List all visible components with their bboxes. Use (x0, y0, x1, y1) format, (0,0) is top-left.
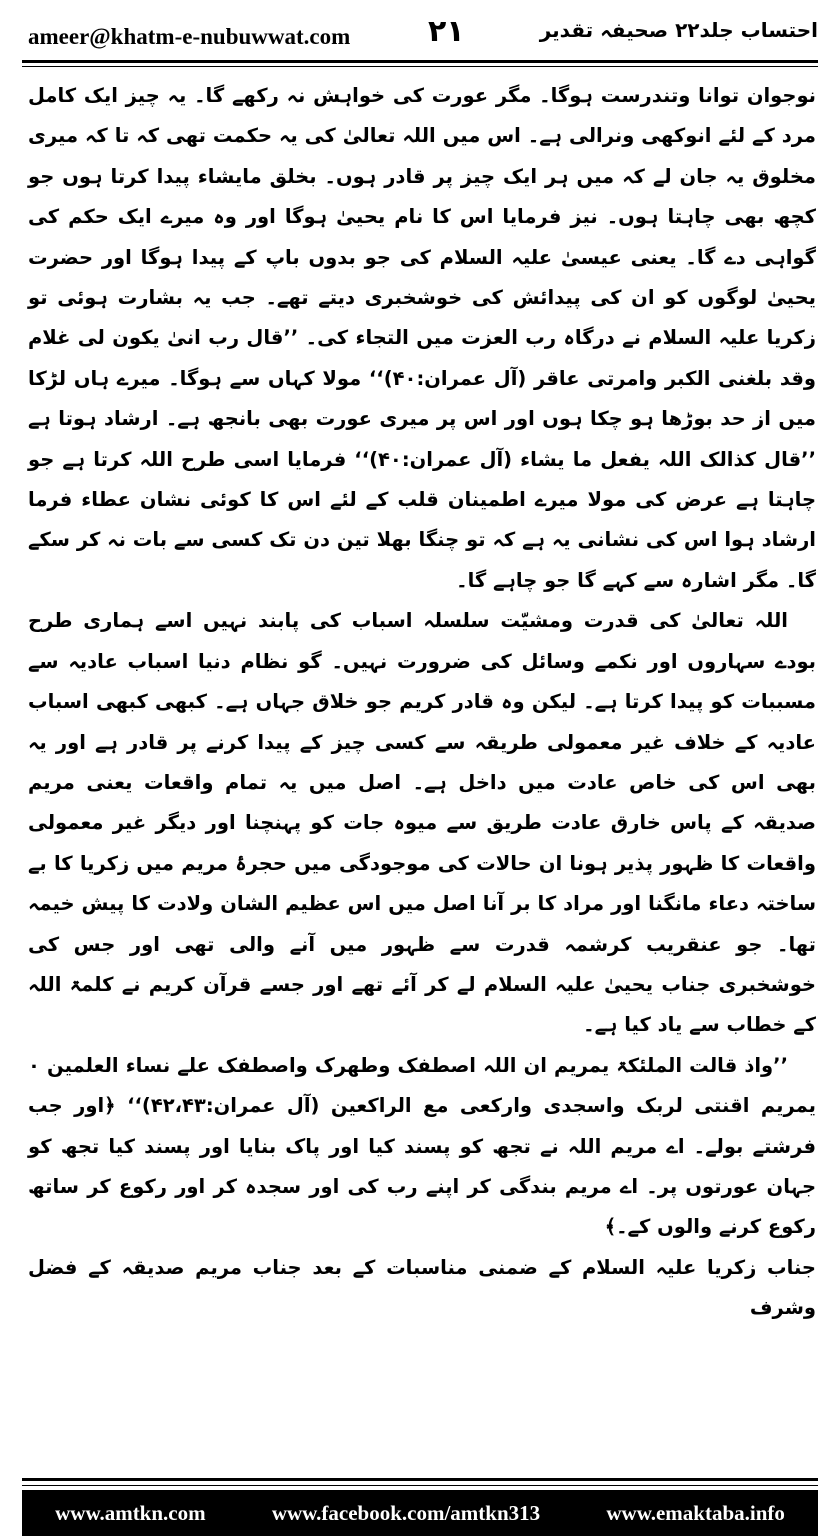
footer-link-emaktaba: www.emaktaba.info (606, 1500, 785, 1525)
page-number: ۲۱ (428, 14, 465, 49)
page-body (28, 76, 816, 1460)
paragraph-1: نوجوان توانا وتندرست ہوگا۔ مگر عورت کی خواہش نہ رکھے گا۔ یہ چیز ایک کامل مرد کے لئے انوکھی ونرالی ہے۔ اس میں اللہ تعالیٰ کی یہ حکمت تھی کہ تا کہ میری مخلوق یہ جان لے کہ میں ہر ایک چیز پر قادر ہوں۔ بخلق مایشاء پیدا کرتا ہوں جو کچھ بھی چاہتا ہوں۔ نیز فرمایا اس کا نام یحییٰ ہوگا اور وہ میرے ایک حکم کی گواہی دے گا۔ یعنی عیسیٰ علیہ السلام کی جو بدوں باپ کے پیدا ہوگا اور حضرت یحییٰ لوگوں کو ان کی پیدائش کی خوشخبری دیتے تھے۔ جب یہ بشارت ہوئی تو زکریا علیہ السلام نے درگاہ رب العزت میں التجاء کی۔ ’’قال رب انیٰ یکون لی غلام وقد بلغنی الکبر وامرتی عاقر (آل عمران:۴۰)‘‘ مولا کہاں سے ہوگا۔ میرے ہاں لڑکا میں از حد بوڑھا ہو چکا ہوں اور اس پر میری عورت بھی بانجھ ہے۔ ارشاد ہوتا ہے ’’قال کذالک اللہ یفعل ما یشاء (آل عمران:۴۰)‘‘ فرمایا اسی طرح اللہ کرتا ہے جو چاہتا ہے عرض کی مولا میرے اطمینان قلب کے لئے اس کا کوئی نشان عطاء فرما ارشاد ہوا اس کی نشانی یہ ہے کہ تو چنگا بھلا تین دن تک کسی سے بات نہ کر سکے گا۔ مگر اشارہ سے کہے گا جو چاہے گا۔ (28, 84, 816, 592)
header-email: ameer@khatm-e-nubuwwat.com (28, 24, 351, 49)
header-rule-thin (22, 66, 818, 67)
footer-rule (22, 1478, 818, 1481)
footer-rule-thin (22, 1485, 818, 1486)
page-header (28, 14, 818, 58)
footer-link-facebook: www.facebook.com/amtkn313 (271, 1500, 541, 1525)
book-title: احتساب جلد۲۲ صحیفہ تقدیر (539, 18, 818, 42)
page-footer (22, 1490, 818, 1536)
footer-link-amtkn: www.amtkn.com (55, 1500, 206, 1525)
header-rule (22, 60, 818, 63)
paragraph-4: جناب زکریا علیہ السلام کے ضمنی مناسبات کے بعد جناب مریم صدیقہ کے فضل وشرف (28, 1255, 816, 1320)
paragraph-3-quran-quote: ’’واذ قالت الملئکۃ یمریم ان اللہ اصطفک وطھرک واصطفک علے نساء العلمین ۰ یمریم اقنتی لربک واسجدی وارکعی مع الراکعین (آل عمران:۴۲،۴۳)‘‘ ﴿اور جب فرشتے بولے۔ اے مریم اللہ نے تجھ کو پسند کیا اور پاک بنایا اور پسند کیا تجھ کو جہان عورتوں پر۔ اے مریم بندگی کر اپنے رب کی اور سجدہ کر اور رکوع کر ساتھ رکوع کرنے والوں کے۔﴾ (28, 1053, 816, 1239)
paragraph-2: اللہ تعالیٰ کی قدرت ومشیّت سلسلہ اسباب کی پابند نہیں اسے ہماری طرح بودے سہاروں اور نکمے وسائل کی ضرورت نہیں۔ گو نظام دنیا اسباب عادیہ سے مسببات کو پیدا کرتا ہے۔ لیکن وہ قادر کریم جو خلاق جہاں ہے۔ کبھی کبھی اسباب عادیہ کے خلاف غیر معمولی طریقہ سے کسی چیز کے پیدا کرنے پر قادر ہے اور یہ بھی اس کی خاص عادت میں داخل ہے۔ اصل میں یہ تمام واقعات یعنی مریم صدیقہ کے پاس خارق عادت طریق سے میوہ جات کو پہنچنا اور دیگر غیر معمولی واقعات کا ظہور پذیر ہونا ان حالات کی موجودگی میں حجرۂ مریم میں زکریا کا بے ساختہ دعاء مانگنا اور مراد کا بر آنا اصل میں اس عظیم الشان ولادت کا پیش خیمہ تھا۔ جو عنقریب کرشمہ قدرت سے ظہور میں آنے والی تھی اور جس کی خوشخبری جناب یحییٰ علیہ السلام لے کر آئے تھے اور جسے قرآن کریم نے کلمۃ اللہ کے خطاب سے یاد کیا ہے۔ (28, 609, 816, 1037)
